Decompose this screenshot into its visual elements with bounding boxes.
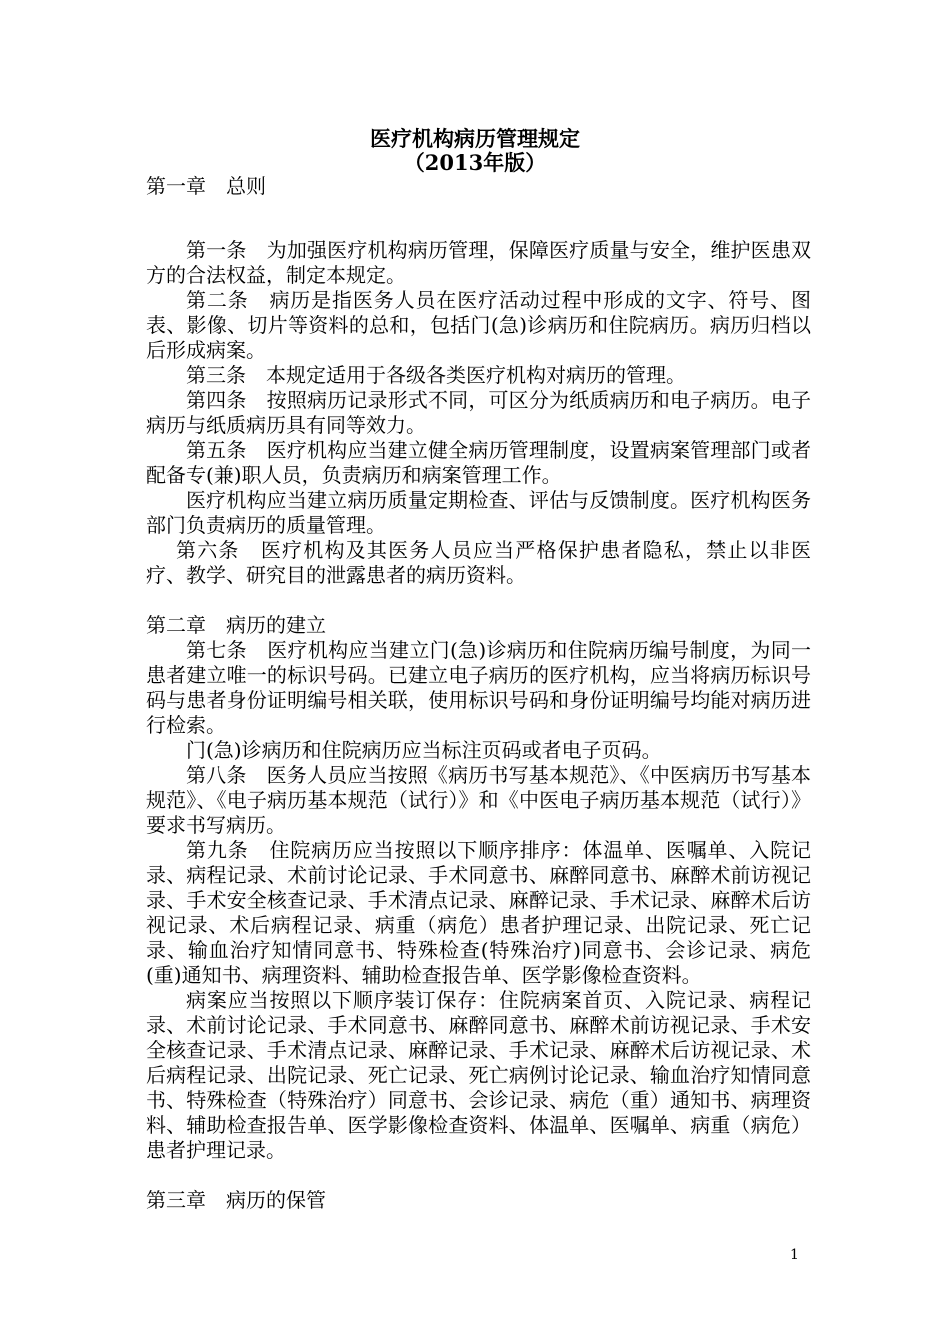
- document-subtitle: （2013年版）: [403, 150, 547, 175]
- article-7: 第七条 医疗机构应当建立门(急)诊病历和住院病历编号制度，为同一患者建立唯一的标识号码。已建立电子病历的医疗机构，应当将病历标识号码与患者身份证明编号相关联，使用标识号码和身份证明编号均能对病历进行检索。: [146, 638, 811, 737]
- chapter-1-heading: 第一章 总则: [146, 174, 266, 198]
- document-body: [146, 174, 811, 1213]
- article-9: 第九条 住院病历应当按照以下顺序排序：体温单、医嘱单、入院记录、病程记录、术前讨论记录、手术同意书、麻醉同意书、麻醉术前访视记录、手术安全核查记录、手术清点记录、麻醉记录、手术记录、麻醉术后访视记录、术后病程记录、病重（病危）患者护理记录、出院记录、死亡记录、输血治疗知情同意书、特殊检查(特殊治疗)同意书、会诊记录、病危(重)通知书、病理资料、辅助检查报告单、医学影像检查资料。: [146, 838, 811, 987]
- article-5-paragraph-2: 医疗机构应当建立病历质量定期检查、评估与反馈制度。医疗机构医务部门负责病历的质量管理。: [146, 488, 811, 537]
- document-title: 医疗机构病历管理规定: [370, 126, 580, 151]
- page-number: 1: [790, 1247, 799, 1263]
- spacer: [146, 1163, 811, 1188]
- article-9-paragraph-2: 病案应当按照以下顺序装订保存：住院病案首页、入院记录、病程记录、术前讨论记录、手术同意书、麻醉同意书、麻醉术前访视记录、手术安全核查记录、手术清点记录、麻醉记录、手术记录、麻醉术后访视记录、术后病程记录、出院记录、死亡记录、死亡病例讨论记录、输血治疗知情同意书、特殊检查（特殊治疗）同意书、会诊记录、病危（重）通知书、病理资料、辅助检查报告单、医学影像检查资料、体温单、医嘱单、病重（病危）患者护理记录。: [146, 988, 811, 1162]
- article-5: 第五条 医疗机构应当建立健全病历管理制度，设置病案管理部门或者配备专(兼)职人员，负责病历和病案管理工作。: [146, 438, 811, 487]
- article-3: 第三条 本规定适用于各级各类医疗机构对病历的管理。: [186, 363, 686, 387]
- article-8: 第八条 医务人员应当按照《病历书写基本规范》、《中医病历书写基本规范》、《电子病历基本规范（试行）》和《中医电子病历基本规范（试行）》要求书写病历。: [146, 763, 811, 837]
- spacer: [146, 588, 811, 613]
- article-7-paragraph-2: 门(急)诊病历和住院病历应当标注页码或者电子页码。: [186, 738, 662, 762]
- spacer: [146, 199, 811, 224]
- article-1: 第一条 为加强医疗机构病历管理，保障医疗质量与安全，维护医患双方的合法权益，制定本规定。: [146, 238, 811, 287]
- chapter-2-heading: 第二章 病历的建立: [146, 613, 326, 637]
- article-2: 第二条 病历是指医务人员在医疗活动过程中形成的文字、符号、图表、影像、切片等资料的总和，包括门(急)诊病历和住院病历。病历归档以后形成病案。: [146, 288, 811, 362]
- chapter-3-heading: 第三章 病历的保管: [146, 1188, 326, 1212]
- article-6: 第六条 医疗机构及其医务人员应当严格保护患者隐私，禁止以非医疗、教学、研究目的泄露患者的病历资料。: [146, 538, 811, 587]
- article-4: 第四条 按照病历记录形式不同，可区分为纸质病历和电子病历。电子病历与纸质病历具有同等效力。: [146, 388, 811, 437]
- spacer: [146, 224, 811, 238]
